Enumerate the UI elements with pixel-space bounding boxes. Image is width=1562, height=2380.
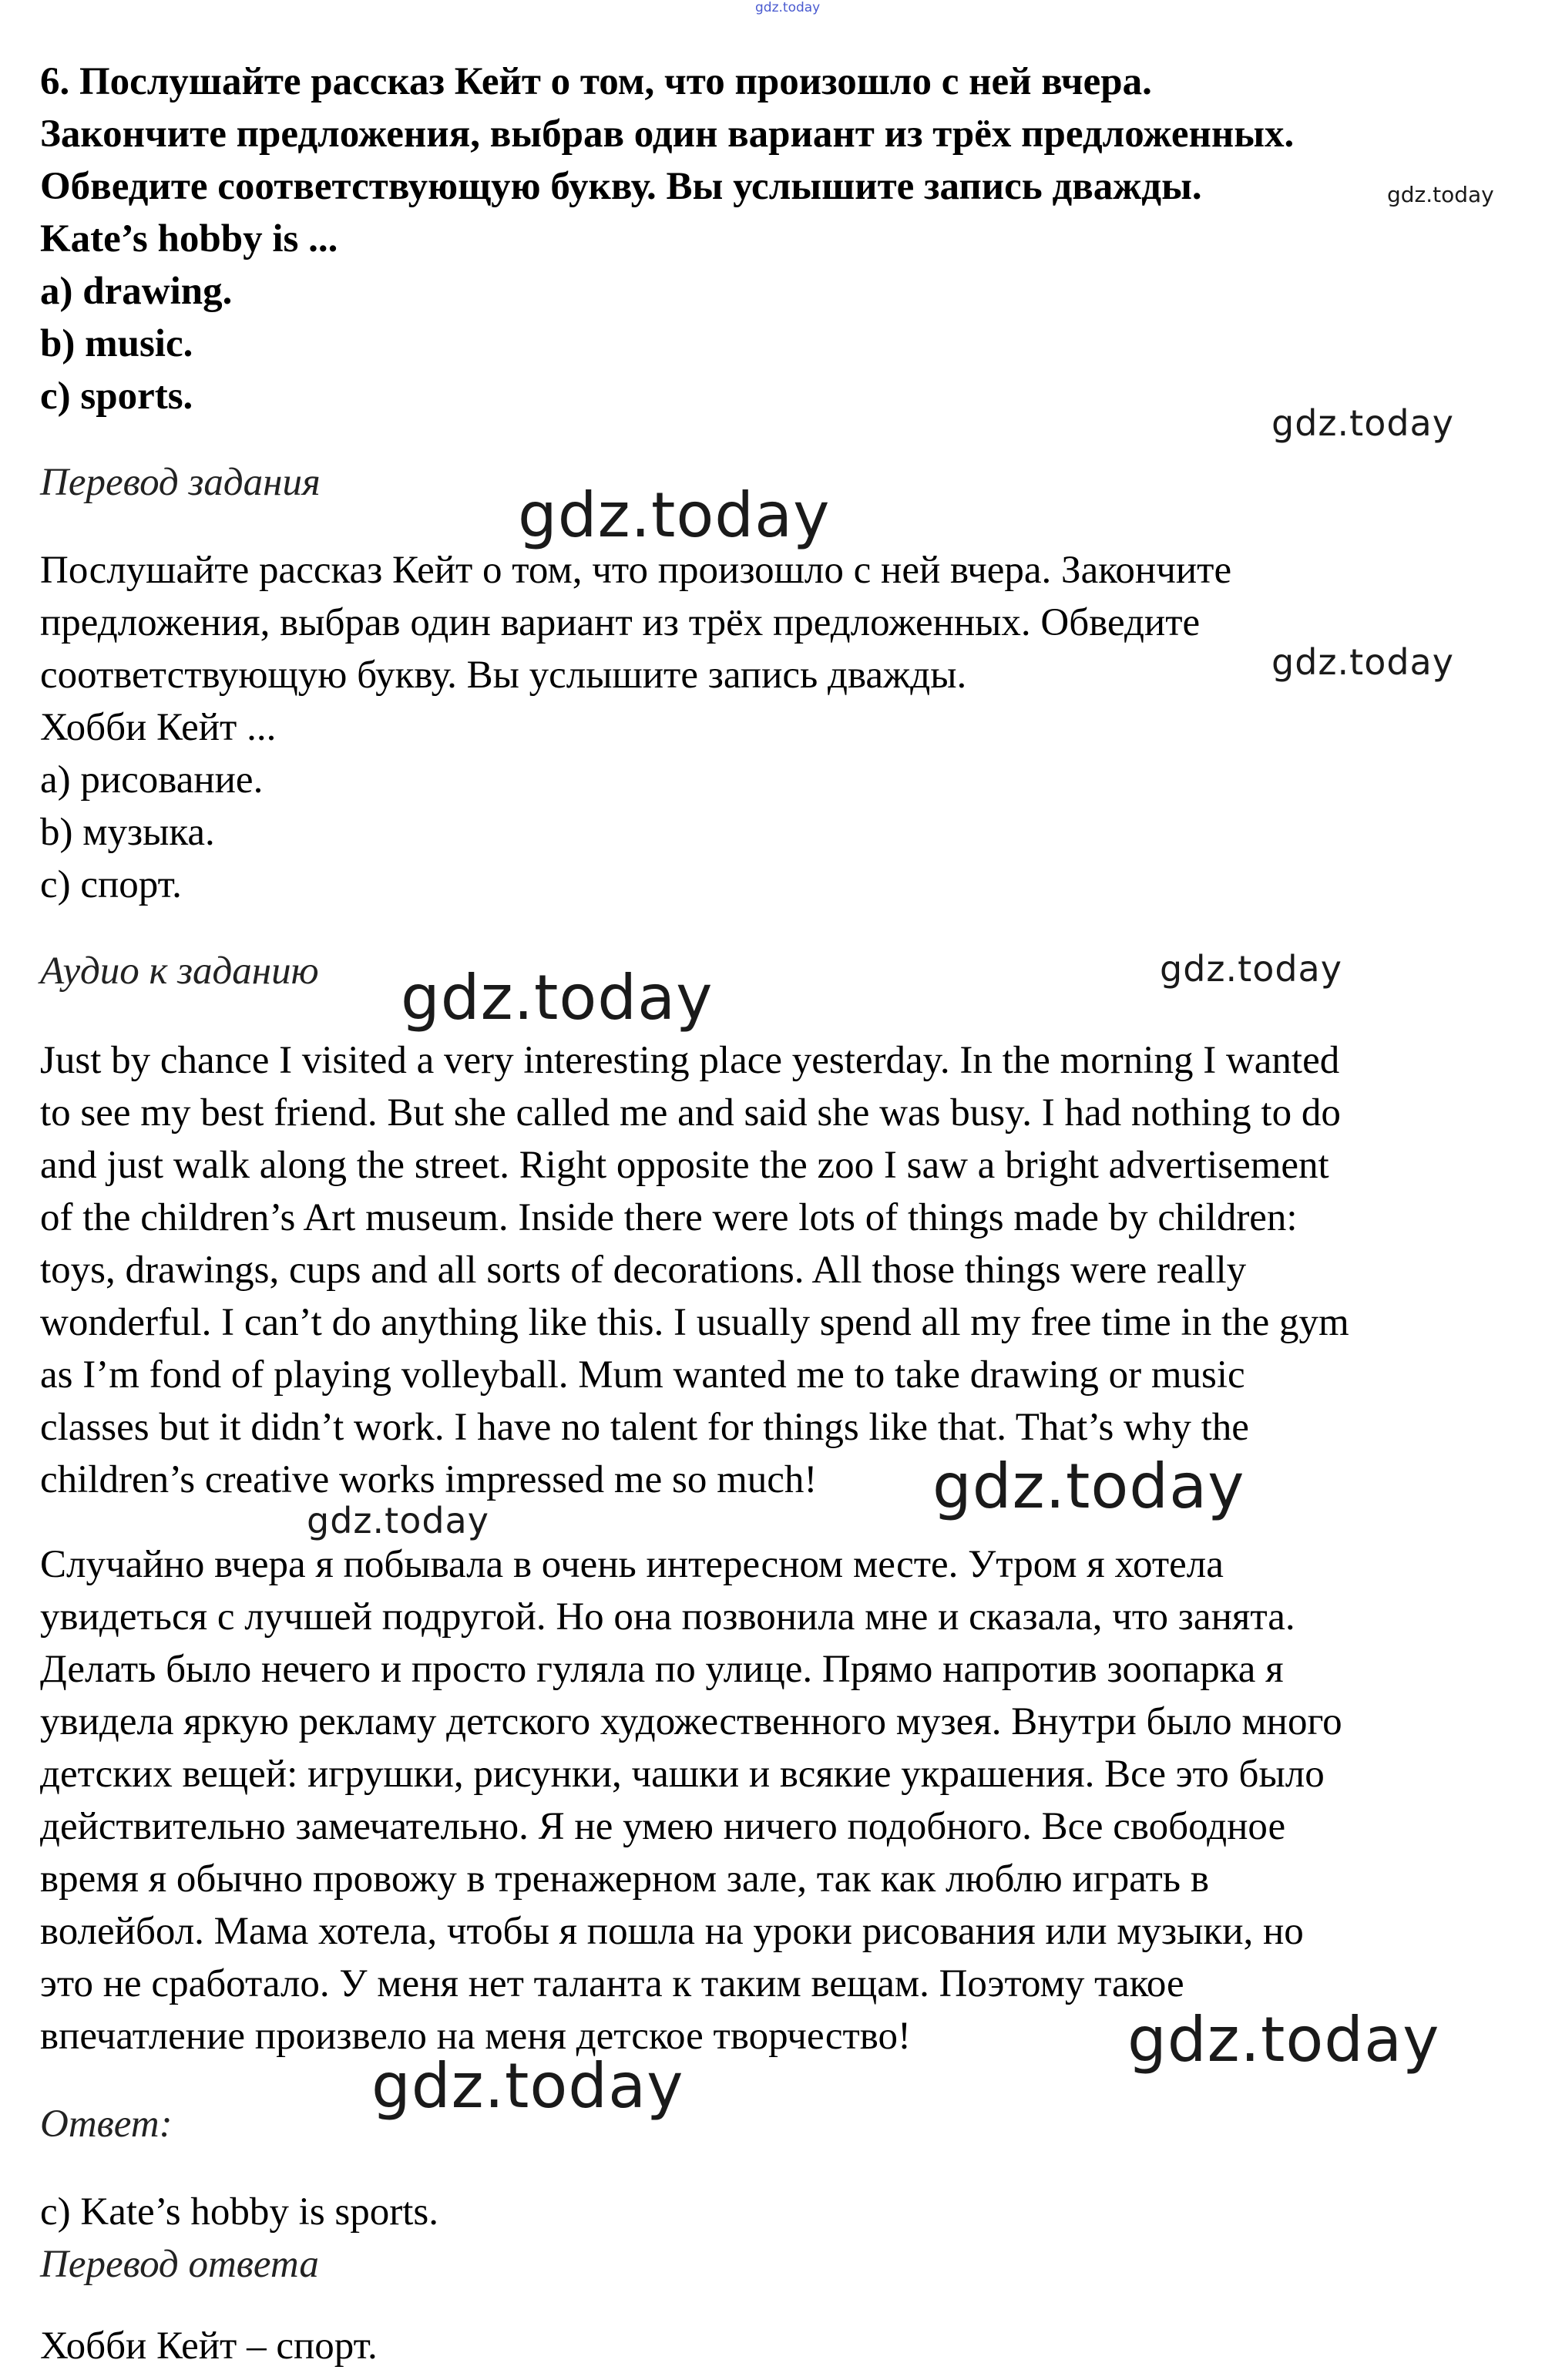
audio-russian-line-7: время я обычно провожу в тренажерном зале, так как люблю играть в — [40, 1857, 1209, 1901]
translation-task-line-3: соответствующую букву. Вы услышите запись дважды. — [40, 654, 967, 697]
translation-task-label: Перевод задания — [40, 461, 321, 504]
watermark-large-4: gdz.today — [1127, 2004, 1440, 2076]
watermark-large-3: gdz.today — [932, 1451, 1245, 1522]
watermark-large-2: gdz.today — [401, 962, 714, 1034]
task-question: Kate’s hobby is ... — [40, 217, 338, 261]
task-heading-line-3: Обведите соответствующую букву. Вы услышите запись дважды. — [40, 165, 1202, 208]
audio-russian-line-6: действительно замечательно. Я не умею ничего подобного. Все свободное — [40, 1805, 1286, 1848]
watermark-right-2: gdz.today — [1271, 641, 1454, 683]
audio-english-line-6: wonderful. I can’t do anything like this. I usually spend all my free time in the gym — [40, 1301, 1349, 1344]
audio-english-line-1: Just by chance I visited a very interesting place yesterday. In the morning I wanted — [40, 1039, 1340, 1082]
watermark-left: gdz.today — [307, 1500, 489, 1541]
audio-english-line-5: toys, drawings, cups and all sorts of decorations. All those things were really — [40, 1249, 1247, 1292]
audio-english-line-7: as I’m fond of playing volleyball. Mum wanted me to take drawing or music — [40, 1353, 1245, 1397]
audio-label: Аудио к заданию — [40, 950, 319, 993]
audio-english-line-3: and just walk along the street. Right opposite the zoo I saw a bright advertisement — [40, 1144, 1329, 1187]
watermark-right-1: gdz.today — [1271, 402, 1454, 444]
translation-option-b: b) музыка. — [40, 811, 215, 854]
audio-english-line-2: to see my best friend. But she called me and said she was busy. I had nothing to do — [40, 1091, 1341, 1135]
audio-russian-line-1: Случайно вчера я побывала в очень интересном месте. Утром я хотела — [40, 1543, 1224, 1586]
watermark-large-5: gdz.today — [371, 2050, 684, 2122]
audio-russian-line-4: увидела яркую рекламу детского художественного музея. Внутри было много — [40, 1700, 1342, 1743]
answer-label: Ответ: — [40, 2103, 173, 2146]
watermark-large-1: gdz.today — [518, 479, 831, 551]
task-option-c: c) sports. — [40, 375, 193, 418]
audio-english-line-4: of the children’s Art museum. Inside there were lots of things made by children: — [40, 1196, 1298, 1239]
task-option-a: a) drawing. — [40, 270, 233, 313]
watermark-heading: gdz.today — [1387, 182, 1494, 207]
answer-translation-label: Перевод ответа — [40, 2243, 319, 2286]
watermark-right-3: gdz.today — [1160, 948, 1342, 990]
translation-question: Хобби Кейт ... — [40, 706, 277, 749]
answer-text: c) Kate’s hobby is sports. — [40, 2190, 439, 2234]
translation-task-line-2: предложения, выбрав один вариант из трёх предложенных. Обведите — [40, 601, 1201, 644]
audio-russian-line-10: впечатление произвело на меня детское творчество! — [40, 2015, 911, 2058]
audio-english-line-9: children’s creative works impressed me so much! — [40, 1458, 818, 1501]
audio-russian-line-5: детских вещей: игрушки, рисунки, чашки и всякие украшения. Все это было — [40, 1753, 1325, 1796]
translation-task-line-1: Послушайте рассказ Кейт о том, что произошло с ней вчера. Закончите — [40, 549, 1232, 592]
answer-translation: Хобби Кейт – спорт. — [40, 2325, 378, 2368]
audio-russian-line-2: увидеться с лучшей подругой. Но она позвонила мне и сказала, что занята. — [40, 1595, 1295, 1639]
audio-russian-line-3: Делать было нечего и просто гуляла по улице. Прямо напротив зоопарка я — [40, 1648, 1284, 1691]
audio-russian-line-8: волейбол. Мама хотела, чтобы я пошла на уроки рисования или музыки, но — [40, 1910, 1304, 1953]
translation-option-c: c) спорт. — [40, 863, 182, 906]
task-heading-line-1: 6. Послушайте рассказ Кейт о том, что произошло с ней вчера. — [40, 60, 1152, 103]
translation-option-a: a) рисование. — [40, 758, 264, 802]
audio-russian-line-9: это не сработало. У меня нет таланта к таким вещам. Поэтому такое — [40, 1962, 1184, 2005]
audio-english-line-8: classes but it didn’t work. I have no talent for things like that. That’s why the — [40, 1406, 1249, 1449]
watermark-top: gdz.today — [755, 0, 821, 15]
task-option-b: b) music. — [40, 322, 193, 365]
task-heading-line-2: Закончите предложения, выбрав один вариант из трёх предложенных. — [40, 113, 1295, 156]
